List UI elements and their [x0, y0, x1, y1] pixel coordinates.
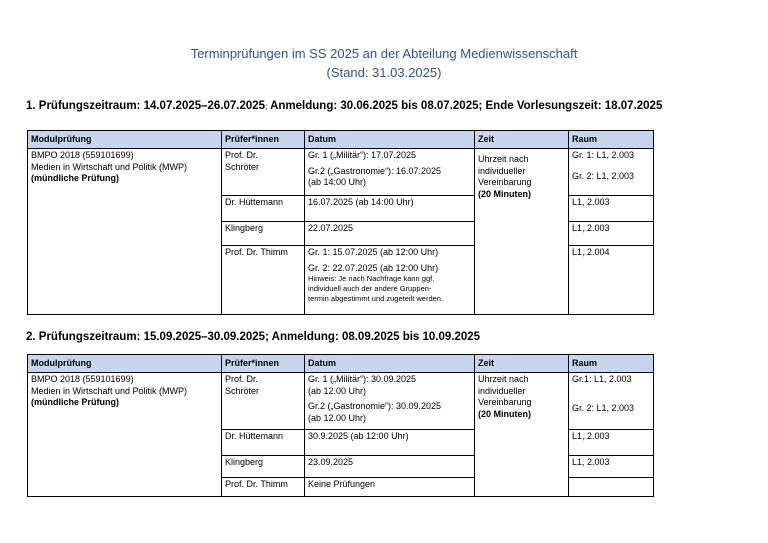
section-1-heading-separator: ; [265, 102, 268, 111]
room-group-1: Gr.1: L1, 2.003 [572, 374, 632, 384]
room-cell: L1, 2.003 [569, 196, 654, 222]
module-exam-type: (mündliche Prüfung) [31, 397, 119, 407]
module-cell [28, 149, 222, 315]
table-header-row [28, 131, 654, 149]
time-line: Vereinbarung [478, 397, 532, 407]
module-title: Medien in Wirtschaft und Politik (MWP) [31, 161, 188, 172]
table-header-row [28, 355, 654, 373]
section-2-heading: 2. Prüfungszeitraum: 15.09.2025–30.09.2025; Anmeldung: 08.09.2025 bis 10.09.2025 [26, 331, 481, 343]
examiner-name-line: Prof. Dr. [225, 374, 259, 384]
room-cell: L1, 2.004 [569, 246, 654, 315]
section-1-heading-registration: Anmeldung: 30.06.2025 bis 08.07.2025; Ende Vorlesungszeit: 18.07.2025 [267, 100, 663, 112]
header-modulpruefung: Modulprüfung [28, 131, 222, 149]
examiner-name-line: Prof. Dr. [225, 150, 259, 160]
date-note-line: Hinweis: Je nach Nachfrage kann ggf. [308, 274, 435, 283]
examiner-name-line: Schröter [225, 385, 260, 396]
room-cell [569, 373, 654, 430]
examiner-cell: Klingberg [222, 222, 305, 246]
room-cell: L1, 2.003 [569, 430, 654, 456]
exam-table-2 [27, 354, 654, 497]
date-cell: 30.9.2025 (ab 12:00 Uhr) [305, 430, 475, 456]
date-cell [305, 246, 475, 315]
room-cell [569, 478, 654, 497]
date-cell: 23.09.2025 [305, 456, 475, 478]
time-duration: (20 Minuten) [478, 408, 531, 419]
examiner-cell: Klingberg [222, 456, 305, 478]
date-note-line: termin abgestimmt und zugeteilt werden. [308, 294, 444, 303]
time-cell [475, 373, 569, 497]
date-cell: Keine Prüfungen [305, 478, 475, 497]
examiner-cell: Prof. Dr. Thimm [222, 478, 305, 497]
examiner-name-line: Schröter [225, 161, 260, 172]
header-zeit: Zeit [475, 355, 569, 373]
header-datum: Datum [305, 355, 475, 373]
room-cell: L1, 2.003 [569, 222, 654, 246]
time-line: individueller [478, 165, 526, 176]
module-code: BMPO 2018 (559101699) [31, 374, 134, 384]
date-group-1: Gr. 1 („Militär“): 30.09.2025 [308, 374, 417, 384]
header-pruefer: Prüfer*innen [222, 131, 305, 149]
document-title [0, 44, 768, 82]
table-row [28, 149, 654, 196]
title-line-2: (Stand: 31.03.2025) [326, 65, 442, 80]
exam-table-1 [27, 130, 654, 315]
section-1-heading [26, 100, 662, 112]
room-group-2: Gr. 2: L1, 2.003 [572, 170, 635, 181]
room-group-1: Gr. 1: L1, 2.003 [572, 150, 635, 160]
date-cell: 22.07.2025 [305, 222, 475, 246]
time-line: Uhrzeit nach [478, 154, 529, 164]
time-cell [475, 149, 569, 315]
examiner-cell [222, 149, 305, 196]
title-line-1: Terminprüfungen im SS 2025 an der Abteilung Medienwissenschaft [190, 46, 578, 61]
header-zeit: Zeit [475, 131, 569, 149]
date-group-2: Gr.2 („Gastronomie“): 30.09.2025 [308, 401, 442, 411]
date-group-2: Gr.2 („Gastronomie“): 16.07.2025 [308, 165, 442, 176]
module-cell [28, 373, 222, 497]
room-cell [569, 149, 654, 196]
module-code: BMPO 2018 (559101699) [31, 150, 134, 160]
module-title: Medien in Wirtschaft und Politik (MWP) [31, 385, 188, 396]
time-line: Vereinbarung [478, 177, 532, 187]
date-group-2: Gr. 2: 22.07.2025 (ab 12:00 Uhr) [308, 262, 439, 273]
header-raum: Raum [569, 131, 654, 149]
room-cell: L1, 2.003 [569, 456, 654, 478]
examiner-cell: Dr. Hüttemann [222, 430, 305, 456]
header-datum: Datum [305, 131, 475, 149]
date-group-1: Gr. 1: 15.07.2025 (ab 12:00 Uhr) [308, 247, 439, 257]
date-cell [305, 149, 475, 196]
date-cell [305, 373, 475, 430]
section-1-heading-period: 1. Prüfungszeitraum: 14.07.2025–26.07.2025 [26, 100, 266, 112]
examiner-cell: Dr. Hüttemann [222, 196, 305, 222]
examiner-cell: Prof. Dr. Thimm [222, 246, 305, 315]
date-group-1-time: (ab 12.00 Uhr) [308, 385, 367, 396]
time-line: individueller [478, 385, 526, 396]
header-modulpruefung: Modulprüfung [28, 355, 222, 373]
table-row [28, 373, 654, 430]
date-group-2-time: (ab 12.00 Uhr) [308, 412, 367, 423]
date-cell: 16.07.2025 (ab 14:00 Uhr) [305, 196, 475, 222]
date-group-1: Gr. 1 („Militär“): 17.07.2025 [308, 150, 417, 160]
examiner-cell [222, 373, 305, 430]
header-pruefer: Prüfer*innen [222, 355, 305, 373]
date-note-line: individuell auch der andere Gruppen- [308, 284, 432, 293]
module-exam-type: (mündliche Prüfung) [31, 173, 119, 183]
room-group-2: Gr. 2: L1, 2.003 [572, 402, 635, 413]
time-line: Uhrzeit nach [478, 374, 529, 384]
date-group-2-time: (ab 14:00 Uhr) [308, 177, 367, 187]
time-duration: (20 Minuten) [478, 188, 531, 199]
header-raum: Raum [569, 355, 654, 373]
